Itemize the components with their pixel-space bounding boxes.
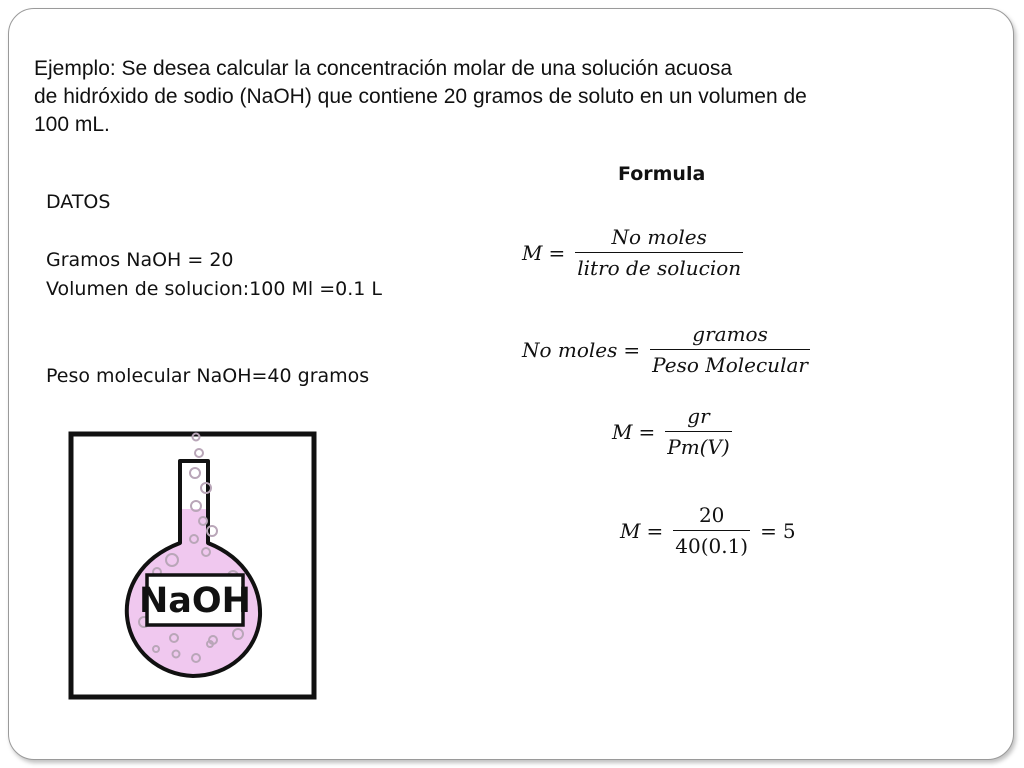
eq1-equals: = [548,240,566,265]
flask-illustration [68,431,317,700]
problem-statement [34,55,1004,139]
formula-title: Formula [618,163,706,185]
eq2-denominator: Peso Molecular [650,349,810,377]
eq2-lhs: No moles [522,337,618,362]
eq4-fraction [673,503,750,558]
flask-label: NaOH [139,581,251,621]
problem-line-2: de hidróxido de sodio (NaOH) que contiene 20 gramos de soluto en un volumen de [34,85,807,108]
eq3-lhs: M [612,419,633,444]
eq3-denominator: Pm(V) [665,431,731,459]
eq3-numerator: gr [687,404,710,428]
eq1-denominator: litro de solucion [575,252,743,280]
datos-volumen: Volumen de solucion:100 Ml =0.1 L [46,278,382,300]
equation-moles [522,322,814,377]
datos-peso-molecular: Peso molecular NaOH=40 gramos [46,365,370,387]
eq3-equals: = [638,419,656,444]
eq2-fraction [650,322,810,377]
eq1-fraction [575,225,743,280]
eq4-equals: = [646,518,664,543]
eq4-equals-2: = [760,518,777,543]
eq4-denominator: 40(0.1) [673,530,750,558]
eq2-equals: = [623,337,641,362]
eq4-result: 5 [782,518,796,543]
eq3-fraction [665,404,731,459]
problem-line-3: 100 mL. [34,113,110,136]
eq1-lhs: M [522,240,543,265]
eq4-lhs: M [620,518,641,543]
eq4-numerator: 20 [698,503,725,527]
problem-line-1: Ejemplo: Se desea calcular la concentración molar de una solución acuosa [34,57,733,80]
eq1-numerator: No moles [611,225,707,249]
equation-combined [612,404,736,459]
datos-gramos: Gramos NaOH = 20 [46,249,234,271]
eq2-numerator: gramos [692,322,768,346]
datos-heading: DATOS [46,191,111,213]
datos-section [46,188,382,391]
flask-icon [68,431,317,700]
equation-result [620,503,796,558]
equation-molarity [522,225,747,280]
